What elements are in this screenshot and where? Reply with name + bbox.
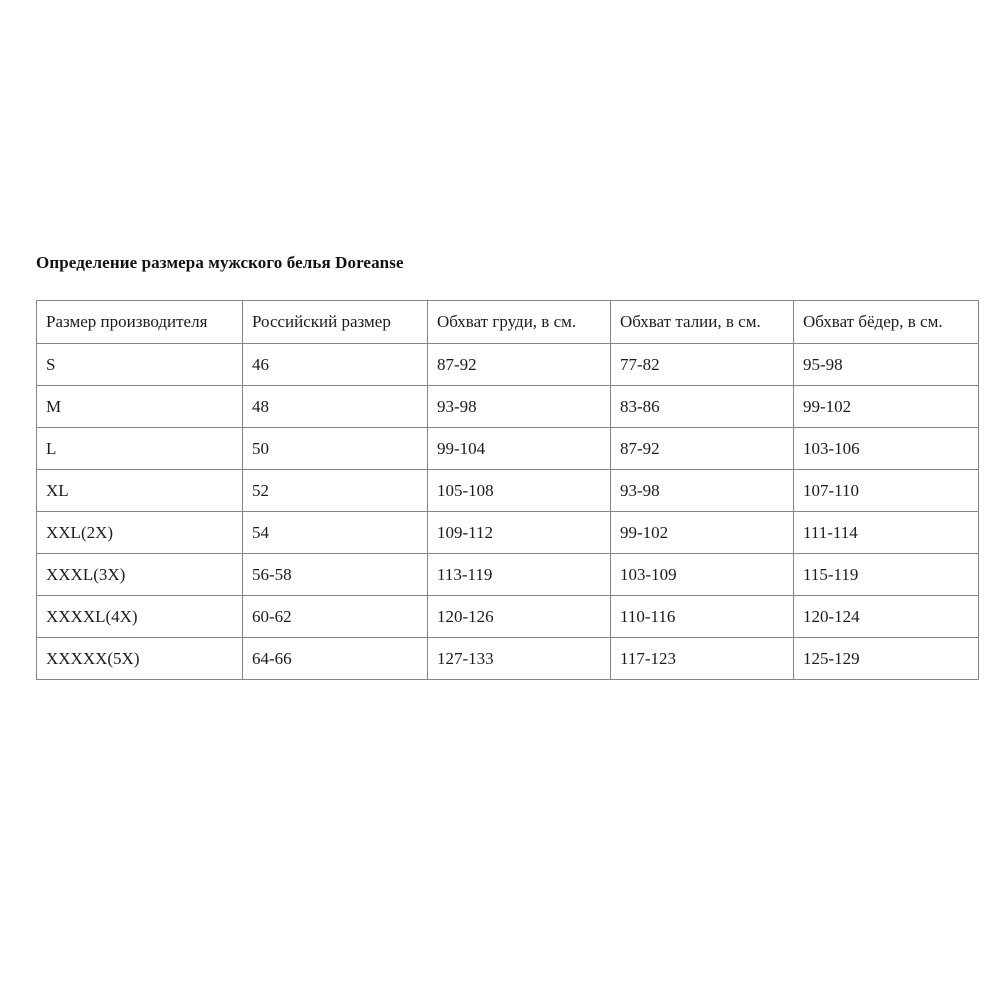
table-cell: 95-98 [794,344,979,386]
table-cell: 109-112 [428,512,611,554]
table-cell: 50 [243,428,428,470]
table-cell: 120-126 [428,596,611,638]
table-cell: XXXXL(4X) [37,596,243,638]
table-cell: 125-129 [794,638,979,680]
header-waist-circumference: Обхват талии, в см. [611,301,794,344]
table-cell: 117-123 [611,638,794,680]
table-cell: 113-119 [428,554,611,596]
table-cell: S [37,344,243,386]
table-cell: 56-58 [243,554,428,596]
table-cell: 99-104 [428,428,611,470]
table-row [37,638,979,680]
table-header-row [37,301,979,344]
table-cell: 93-98 [611,470,794,512]
table-row [37,596,979,638]
table-row [37,512,979,554]
table-cell: 120-124 [794,596,979,638]
table-cell: 87-92 [428,344,611,386]
size-table-body [37,344,979,680]
table-cell: 99-102 [611,512,794,554]
table-cell: L [37,428,243,470]
table-cell: XXXXX(5X) [37,638,243,680]
table-cell: 105-108 [428,470,611,512]
table-row [37,386,979,428]
table-cell: 77-82 [611,344,794,386]
size-table [36,300,979,680]
table-cell: 103-106 [794,428,979,470]
table-cell: 54 [243,512,428,554]
header-chest-circumference: Обхват груди, в см. [428,301,611,344]
table-row [37,470,979,512]
table-row [37,344,979,386]
header-hip-circumference: Обхват бёдер, в см. [794,301,979,344]
table-cell: 115-119 [794,554,979,596]
table-cell: XXXL(3X) [37,554,243,596]
table-cell: 87-92 [611,428,794,470]
table-cell: 110-116 [611,596,794,638]
table-cell: 46 [243,344,428,386]
header-manufacturer-size: Размер производителя [37,301,243,344]
table-cell: 99-102 [794,386,979,428]
page-title: Определение размера мужского белья Doreanse [36,253,404,272]
table-cell: 83-86 [611,386,794,428]
table-cell: 52 [243,470,428,512]
table-cell: 127-133 [428,638,611,680]
header-russian-size: Российский размер [243,301,428,344]
table-cell: 107-110 [794,470,979,512]
table-cell: 93-98 [428,386,611,428]
table-row [37,554,979,596]
table-cell: M [37,386,243,428]
table-cell: 64-66 [243,638,428,680]
table-row [37,428,979,470]
table-cell: XL [37,470,243,512]
table-cell: 48 [243,386,428,428]
table-cell: XXL(2X) [37,512,243,554]
table-cell: 103-109 [611,554,794,596]
table-cell: 111-114 [794,512,979,554]
table-cell: 60-62 [243,596,428,638]
